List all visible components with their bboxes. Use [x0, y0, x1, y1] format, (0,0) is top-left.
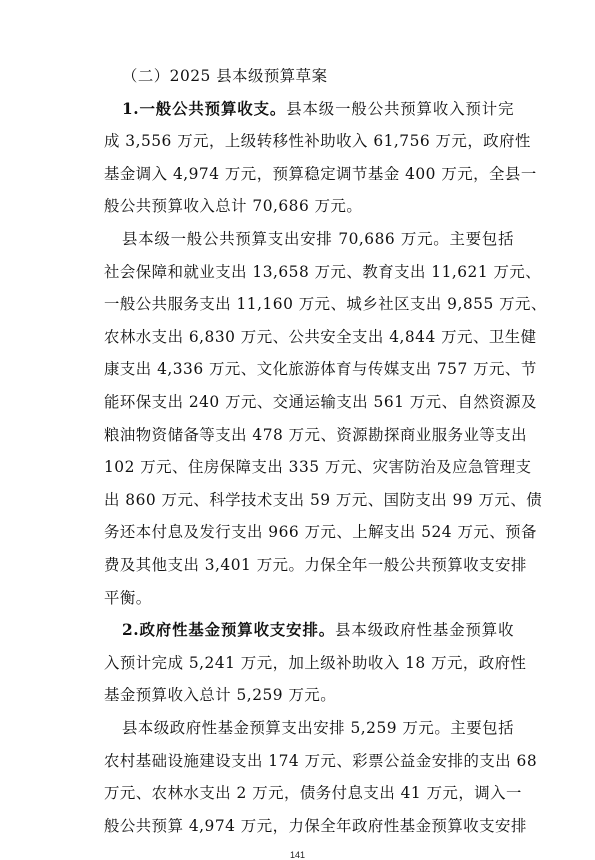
- paragraph-2-line-2: 社会保障和就业支出 13,658 万元、教育支出 11,621 万元、: [104, 262, 542, 281]
- section-title: （二）2025 县本级预算草案: [122, 67, 328, 85]
- paragraph-2-line-10: 务还本付息及发行支出 966 万元、上解支出 524 万元、预备: [104, 523, 537, 542]
- paragraph-2-line-3: 一般公共服务支出 11,160 万元、城乡社区支出 9,855 万元、: [104, 295, 547, 314]
- paragraph-2-line-12: 平衡。: [104, 588, 152, 607]
- paragraph-4-line-1: 县本级政府性基金预算支出安排 5,259 万元。主要包括: [122, 719, 514, 737]
- paragraph-2-line-8: 102 万元、住房保障支出 335 万元、灾害防治及应急管理支: [104, 458, 532, 477]
- paragraph-3-line-3: 基金预算收入总计 5,259 万元。: [104, 686, 337, 705]
- paragraph-1-heading: 1.一般公共预算收支。: [122, 99, 287, 118]
- paragraph-2-line-9: 出 860 万元、科学技术支出 59 万元、国防支出 99 万元、债: [104, 490, 543, 509]
- paragraph-4-line-2: 农村基础设施建设支出 174 万元、彩票公益金安排的支出 68: [104, 751, 538, 770]
- paragraph-3-heading: 2.政府性基金预算收支安排。: [122, 621, 336, 640]
- paragraph-1-line-3: 基金调入 4,974 万元，预算稳定调节基金 400 万元，全县一: [104, 164, 537, 183]
- paragraph-2-line-4: 农林水支出 6,830 万元、公共安全支出 4,844 万元、卫生健: [104, 327, 537, 346]
- paragraph-2-line-7: 粮油物资储备等支出 478 万元、资源勘探商业服务业等支出: [104, 425, 528, 444]
- paragraph-2-line-1: 县本级一般公共预算支出安排 70,686 万元。主要包括: [122, 230, 514, 248]
- paragraph-1-line-4: 般公共预算收入总计 70,686 万元。: [104, 197, 363, 216]
- paragraph-2-line-11: 费及其他支出 3,401 万元。力保全年一般公共预算收支安排: [104, 556, 527, 574]
- paragraph-1-line-1: [122, 99, 514, 121]
- paragraph-1-text: 县本级一般公共预算收入预计完: [286, 99, 514, 118]
- paragraph-4-line-4: 般公共预算 4,974 万元，力保全年政府性基金预算收支安排: [104, 816, 527, 835]
- paragraph-2-line-6: 能环保支出 240 万元、交通运输支出 561 万元、自然资源及: [104, 393, 537, 411]
- paragraph-3-line-2: 入预计完成 5,241 万元，加上级补助收入 18 万元，政府性: [104, 653, 527, 672]
- paragraph-3-text: 县本级政府性基金预算收: [335, 621, 514, 640]
- page-number: 141: [289, 850, 306, 860]
- paragraph-4-line-3: 万元、农林水支出 2 万元，债务付息支出 41 万元，调入一: [104, 784, 522, 803]
- paragraph-2-line-5: 康支出 4,336 万元、文化旅游体育与传媒支出 757 万元、节: [104, 360, 537, 379]
- paragraph-1-line-2: 成 3,556 万元，上级转移性补助收入 61,756 万元，政府性: [104, 132, 531, 151]
- paragraph-3-line-1: [122, 620, 514, 642]
